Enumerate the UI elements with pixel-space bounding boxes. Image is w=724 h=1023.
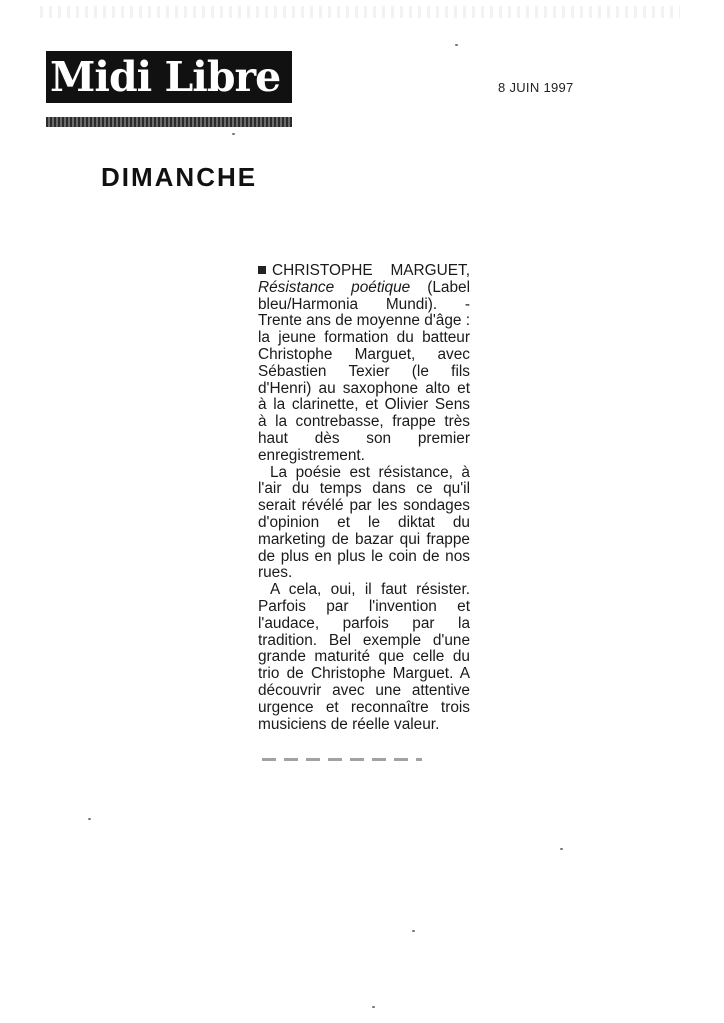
scan-speck bbox=[232, 133, 235, 135]
newspaper-logo-text: Midi Libre bbox=[50, 53, 281, 101]
bullet-icon bbox=[258, 266, 266, 274]
scan-speck bbox=[372, 1006, 375, 1008]
article-paragraph-3: A cela, oui, il faut résister. Parfois par l'invention et l'audace, parfois par la tradition. Bel exemple d'une grande maturité que celle du trio de Christophe Marguet. A découvrir avec une attentive urgence et reconnaître trois musiciens de réelle valeur. bbox=[258, 581, 470, 733]
section-heading: DIMANCHE bbox=[101, 162, 258, 192]
article-lead-name: CHRISTOPHE MARGUET bbox=[272, 262, 466, 279]
publication-date: 8 JUIN 1997 bbox=[498, 80, 574, 95]
scan-speck bbox=[88, 818, 91, 820]
scan-speck bbox=[455, 44, 458, 46]
article-lead-body: (Label bleu/Harmonia Mundi). - Trente ans de moyenne d'âge : la jeune formation du batteur Christophe Marguet, avec Sébastien Texier (le fils d'Henri) au saxophone alto et à la clarinette, et Olivier Sens à la contrebasse, frappe très haut dès son premier enregistrement. bbox=[258, 278, 471, 464]
article-paragraph-1: CHRISTOPHE MARGUET, Résistance poétique (Label bleu/Harmonia Mundi). - Trente ans de moyenne d'âge : la jeune formation du batteur Christophe Marguet, avec Sébastien Texier (le fils d'Henri) au saxophone alto et à la clarinette, et Olivier Sens à la contrebasse, frappe très haut dès son premier enregistrement. bbox=[258, 262, 471, 464]
clipping-cut-edge bbox=[262, 758, 422, 761]
scan-speck bbox=[412, 930, 415, 932]
album-title: Résistance poétique bbox=[258, 278, 411, 296]
article-body bbox=[258, 263, 470, 733]
article-paragraph-2: La poésie est résistance, à l'air du temps dans ce qu'il serait révélé par les sondages d'opinion et le diktat du marketing de bazar qui frappe de plus en plus le coin de nos rues. bbox=[258, 463, 470, 582]
logo-underline bbox=[46, 117, 292, 127]
newspaper-logo bbox=[46, 51, 292, 103]
scan-speck bbox=[560, 848, 563, 850]
scan-noise bbox=[40, 6, 680, 18]
